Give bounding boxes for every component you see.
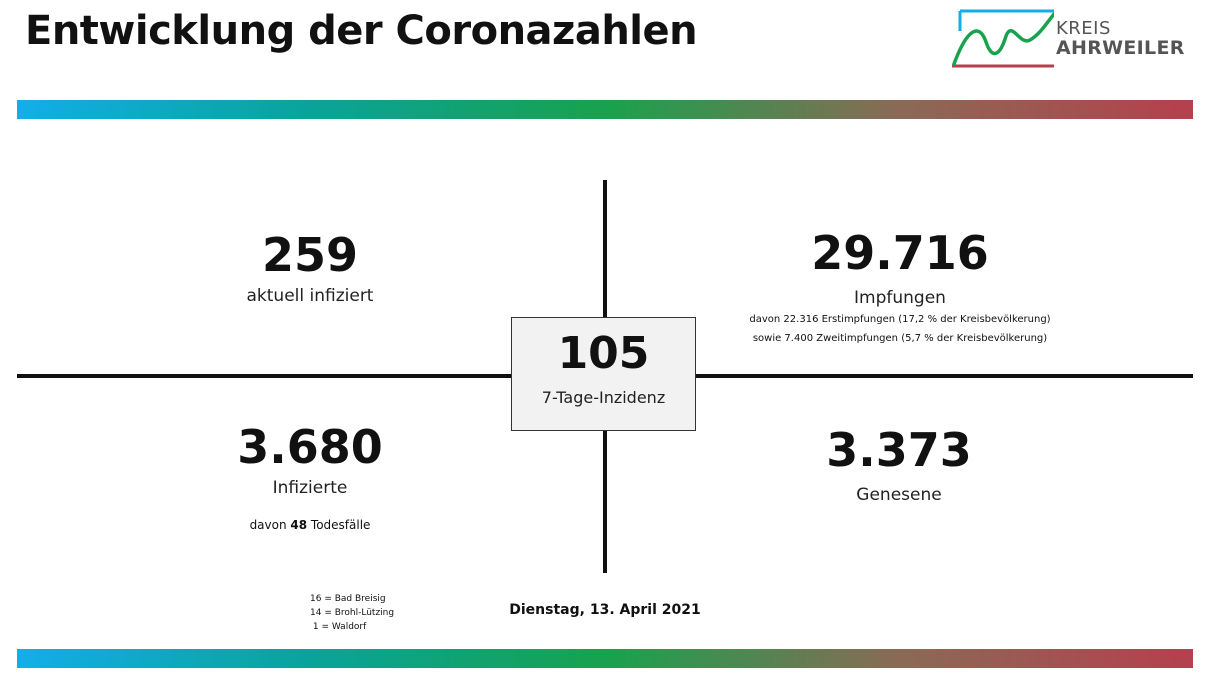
recovered-stat	[749, 423, 1049, 505]
total-infected-value: 3.680	[237, 420, 383, 474]
deaths-breakdown-item: 14 = Brohl-Lützing	[310, 608, 395, 618]
incidence-box	[511, 317, 696, 431]
second-vaccinations-note: sowie 7.400 Zweitimpfungen (5,7 % der Kreisbevölkerung)	[752, 333, 1048, 344]
deaths-suffix: Todesfälle	[307, 518, 371, 532]
deaths-breakdown	[310, 592, 394, 634]
incidence-label: 7-Tage-Inzidenz	[541, 388, 666, 407]
bottom-gradient-stripe	[17, 649, 1193, 668]
total-infected-stat	[160, 420, 460, 534]
top-gradient-stripe	[17, 100, 1193, 119]
currently-infected-stat	[160, 228, 460, 306]
recovered-value: 3.373	[826, 423, 972, 477]
total-infected-label: Infizierte	[272, 478, 348, 498]
logo-line-kreis: KREIS	[1056, 18, 1111, 39]
vaccinations-label: Impfungen	[854, 288, 946, 308]
vaccinations-value: 29.716	[811, 226, 989, 280]
page-title: Entwicklung der Coronazahlen	[25, 8, 698, 54]
first-vaccinations-note: davon 22.316 Erstimpfungen (17,2 % der Kreisbevölkerung)	[749, 314, 1051, 325]
vaccinations-stat	[700, 226, 1100, 346]
logo-line-ahrweiler: AHRWEILER	[1056, 36, 1185, 59]
deaths-prefix: davon	[249, 518, 291, 532]
report-date: Dienstag, 13. April 2021	[509, 602, 701, 618]
currently-infected-label: aktuell infiziert	[246, 286, 374, 306]
deaths-count: 48	[290, 518, 308, 532]
deaths-breakdown-item: 16 = Bad Breisig	[310, 594, 386, 604]
incidence-value: 105	[557, 328, 650, 379]
deaths-breakdown-item: 1 = Waldorf	[310, 622, 367, 632]
currently-infected-value: 259	[261, 228, 359, 282]
recovered-label: Genesene	[856, 485, 942, 505]
kreis-ahrweiler-logo	[950, 6, 1190, 74]
deaths-note	[160, 516, 460, 534]
logo-mark-icon	[950, 6, 1054, 72]
